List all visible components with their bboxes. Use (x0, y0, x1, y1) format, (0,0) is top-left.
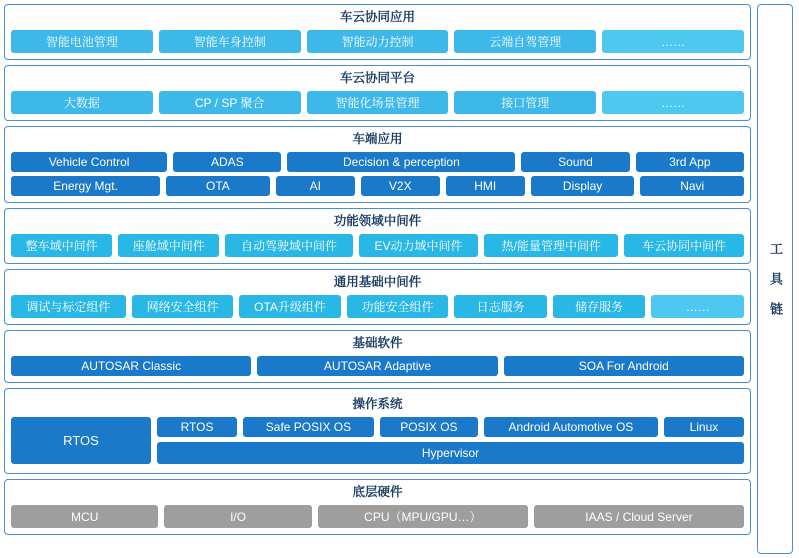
layer-stack (4, 4, 751, 554)
cell-cockpit-domain-middleware[interactable]: 座舱域中间件 (118, 234, 219, 257)
cell-thermal-energy-middleware[interactable]: 热/能量管理中间件 (484, 234, 618, 257)
layer-title: 基础软件 (352, 336, 403, 350)
cell-cloud-autodrive-mgmt[interactable]: 云端自驾管理 (454, 30, 596, 53)
cell-log-service[interactable]: 日志服务 (454, 295, 547, 318)
cell-io[interactable]: I/O (164, 505, 311, 528)
cell-smart-body-control[interactable]: 智能车身控制 (159, 30, 301, 53)
cell-smart-scenario-mgmt[interactable]: 智能化场景管理 (307, 91, 449, 114)
cell-ev-powertrain-middleware[interactable]: EV动力域中间件 (359, 234, 479, 257)
cell-adas[interactable]: ADAS (173, 152, 281, 172)
cell-safe-posix-os[interactable]: Safe POSIX OS (243, 417, 374, 437)
layer-cloud-vehicle-apps (4, 4, 751, 60)
cell-hmi[interactable]: HMI (446, 176, 525, 196)
toolchain-label: 工 具 链 (768, 242, 783, 316)
cell-navi[interactable]: Navi (640, 176, 744, 196)
cell-sound[interactable]: Sound (521, 152, 629, 172)
cell-big-data[interactable]: 大数据 (11, 91, 153, 114)
cell-ai[interactable]: AI (276, 176, 355, 196)
layer-row (11, 505, 744, 528)
cell-cloud-vehicle-middleware[interactable]: 车云协同中间件 (624, 234, 744, 257)
cell-more-platform[interactable]: …… (602, 91, 744, 114)
layer-operating-system (4, 388, 751, 474)
layer-title: 车端应用 (352, 132, 403, 146)
layer-title: 底层硬件 (352, 485, 403, 499)
layer-row-top (11, 152, 744, 172)
layer-row (11, 91, 744, 114)
cell-debug-calibration-component[interactable]: 调试与标定组件 (11, 295, 126, 318)
cell-v2x[interactable]: V2X (361, 176, 440, 196)
cell-rtos-main[interactable]: RTOS (11, 417, 151, 464)
cell-vehicle-domain-middleware[interactable]: 整车域中间件 (11, 234, 112, 257)
layer-row (11, 30, 744, 53)
cell-cpu[interactable]: CPU（MPU/GPU…） (318, 505, 528, 528)
cell-ota-upgrade-component[interactable]: OTA升级组件 (239, 295, 340, 318)
cell-smart-powertrain-control[interactable]: 智能动力控制 (307, 30, 449, 53)
os-top-row (157, 417, 744, 437)
layer-domain-middleware (4, 208, 751, 264)
cell-interface-mgmt[interactable]: 接口管理 (454, 91, 596, 114)
os-left-block (11, 417, 151, 464)
cell-display[interactable]: Display (531, 176, 635, 196)
layer-title: 功能领域中间件 (333, 214, 422, 228)
layer-common-middleware (4, 269, 751, 325)
layer-row (11, 356, 744, 376)
cell-cp-sp-aggregation[interactable]: CP / SP 聚合 (159, 91, 301, 114)
layer-vehicle-apps (4, 126, 751, 203)
cell-decision-perception[interactable]: Decision & perception (287, 152, 515, 172)
cell-more-middleware[interactable]: …… (651, 295, 744, 318)
os-body (11, 417, 744, 464)
cell-3rd-app[interactable]: 3rd App (636, 152, 744, 172)
layer-cloud-vehicle-platform (4, 65, 751, 121)
cell-rtos[interactable]: RTOS (157, 417, 237, 437)
cell-linux[interactable]: Linux (664, 417, 744, 437)
cell-hypervisor[interactable]: Hypervisor (157, 442, 744, 464)
cell-smart-battery-mgmt[interactable]: 智能电池管理 (11, 30, 153, 53)
cell-network-security-component[interactable]: 网络安全组件 (132, 295, 233, 318)
layer-title: 通用基础中间件 (333, 275, 422, 289)
cell-autosar-classic[interactable]: AUTOSAR Classic (11, 356, 251, 376)
layer-title: 车云协同平台 (339, 71, 415, 85)
toolchain-panel (757, 4, 793, 554)
cell-autodrive-domain-middleware[interactable]: 自动驾驶域中间件 (225, 234, 352, 257)
cell-mcu[interactable]: MCU (11, 505, 158, 528)
layer-row (11, 234, 744, 257)
layer-title: 车云协同应用 (339, 10, 415, 24)
layer-title: 操作系统 (352, 397, 403, 411)
cell-autosar-adaptive[interactable]: AUTOSAR Adaptive (257, 356, 497, 376)
layer-row (11, 295, 744, 318)
cell-posix-os[interactable]: POSIX OS (380, 417, 478, 437)
layer-row-bottom (11, 176, 744, 196)
cell-storage-service[interactable]: 储存服务 (553, 295, 646, 318)
cell-iaas-cloud-server[interactable]: IAAS / Cloud Server (534, 505, 744, 528)
os-right-block (157, 417, 744, 464)
layer-hardware (4, 479, 751, 535)
cell-soa-for-android[interactable]: SOA For Android (504, 356, 744, 376)
cell-android-automotive-os[interactable]: Android Automotive OS (484, 417, 658, 437)
cell-energy-mgt[interactable]: Energy Mgt. (11, 176, 160, 196)
layer-basic-software (4, 330, 751, 383)
cell-vehicle-control[interactable]: Vehicle Control (11, 152, 167, 172)
cell-functional-safety-component[interactable]: 功能安全组件 (347, 295, 448, 318)
cell-ota[interactable]: OTA (166, 176, 270, 196)
cell-more-apps[interactable]: …… (602, 30, 744, 53)
